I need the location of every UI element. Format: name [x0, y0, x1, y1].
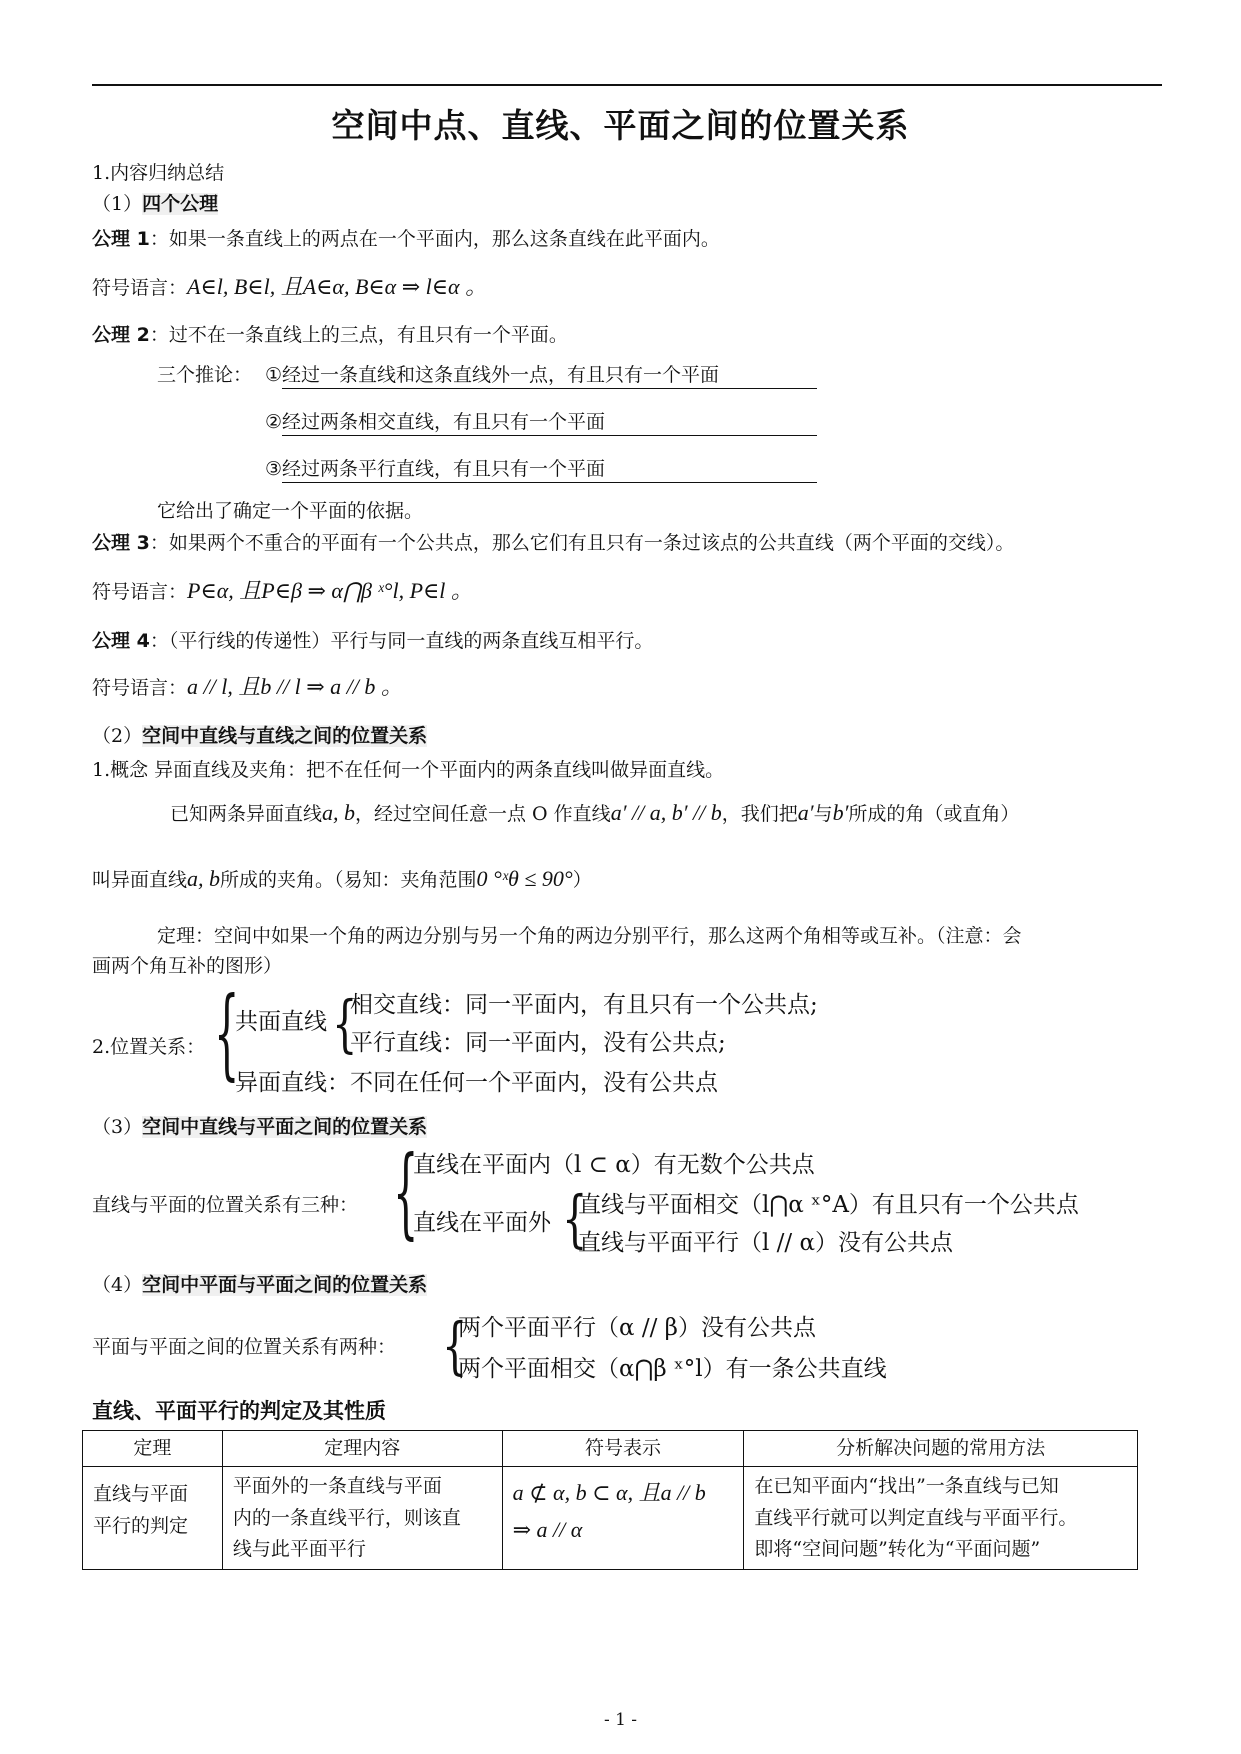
- skew-angle-range: 叫异面直线a, b所成的夹角。（易知：夹角范围0 °ˣθ ≤ 90°）: [92, 866, 592, 891]
- page-number: - 1 -: [603, 1710, 638, 1730]
- theorem-method-cell: 在已知平面内“找出”一条直线与已知 直线平行就可以判定直线与平面平行。 即将“空间问题”转化为“平面问题”: [744, 1467, 1138, 1570]
- left-brace: {: [562, 1184, 588, 1256]
- section-4-heading: （4）空间中平面与平面之间的位置关系: [92, 1274, 428, 1296]
- top-rule: [92, 84, 1162, 86]
- theorem-symbol-cell: a ⊄ α, b ⊂ α, 且a // b ⇒ a // α: [502, 1467, 744, 1570]
- corollary-1: ①经过一条直线和这条直线外一点，有且只有一个平面: [265, 360, 817, 389]
- corollary-label: 三个推论：: [157, 364, 253, 386]
- coplanar-lines: 共面直线: [235, 1009, 327, 1035]
- section-5-heading: 直线、平面平行的判定及其性质: [92, 1399, 386, 1423]
- intersecting-lines: 相交直线：同一平面内，有且只有一个公共点;: [350, 992, 818, 1018]
- corollary-3: ③经过两条平行直线，有且只有一个平面: [265, 454, 817, 483]
- section-3-heading: （3）空间中直线与平面之间的位置关系: [92, 1116, 428, 1138]
- section-2-heading: （2）空间中直线与直线之间的位置关系: [92, 725, 428, 747]
- axiom-4: 公理 4：（平行线的传递性）平行与同一直线的两条直线互相平行。: [92, 630, 654, 652]
- section-1-heading: （1）四个公理: [92, 193, 219, 215]
- line-plane-label: 直线与平面的位置关系有三种：: [92, 1194, 359, 1216]
- angle-theorem-line-1: 定理：空间中如果一个角的两边分别与另一个角的两边分别平行，那么这两个角相等或互补。（注意：会: [157, 925, 1022, 947]
- table-row: [83, 1467, 1138, 1570]
- axiom-3: 公理 3：如果两个不重合的平面有一个公共点，那么它们有且只有一条过该点的公共直线（两个平面的交线）。: [92, 532, 1015, 554]
- column-header: 定理: [83, 1431, 223, 1467]
- plane-basis-note: 它给出了确定一个平面的依据。: [157, 500, 424, 522]
- axiom-2: 公理 2：过不在一条直线上的三点，有且只有一个平面。: [92, 324, 568, 346]
- skew-lines: 异面直线：不同在任何一个平面内，没有公共点: [235, 1070, 718, 1096]
- axiom-4-symbolic: 符号语言：a // l, 且b // l ⇒ a // b 。: [92, 674, 403, 699]
- plane-plane-label: 平面与平面之间的位置关系有两种：: [92, 1336, 397, 1358]
- left-brace: {: [332, 989, 358, 1061]
- planes-intersect: 两个平面相交（α⋂β ˣ°l）有一条公共直线: [458, 1356, 887, 1382]
- corollary-2: ②经过两条相交直线，有且只有一个平面: [265, 407, 817, 436]
- left-brace: {: [442, 1311, 468, 1383]
- column-header: 定理内容: [222, 1431, 502, 1467]
- theorem-name-cell: 直线与平面 平行的判定: [83, 1467, 223, 1570]
- intro-heading: 1.内容归纳总结: [92, 162, 225, 184]
- angle-theorem-line-2: 画两个角互补的图形）: [92, 955, 283, 977]
- column-header: 符号表示: [502, 1431, 744, 1467]
- line-relations-label: 2.位置关系：: [92, 1036, 206, 1058]
- page-title: 空间中点、直线、平面之间的位置关系: [331, 106, 910, 145]
- skew-angle-definition: 已知两条异面直线a, b，经过空间任意一点 O 作直线a′ // a, b′ // b，我们把a′与b′所成的角（或直角）: [170, 800, 1020, 825]
- planes-parallel: 两个平面平行（α // β）没有公共点: [458, 1315, 816, 1341]
- line-intersects-plane: 直线与平面相交（l⋂α ˣ°A）有且只有一个公共点: [578, 1192, 1079, 1218]
- theorem-content-cell: 平面外的一条直线与平面 内的一条直线平行，则该直 线与此平面平行: [222, 1467, 502, 1570]
- line-outside-plane: 直线在平面外: [413, 1210, 551, 1236]
- line-parallel-plane: 直线与平面平行（l // α）没有公共点: [578, 1230, 954, 1256]
- table-header-row: [83, 1431, 1138, 1467]
- column-header: 分析解决问题的常用方法: [744, 1431, 1138, 1467]
- theorem-table: [82, 1430, 1138, 1570]
- left-brace: {: [393, 1138, 419, 1251]
- axiom-3-symbolic: 符号语言：P∈α, 且P∈β ⇒ α⋂β ˣ°l, P∈l 。: [92, 578, 473, 603]
- line-in-plane: 直线在平面内（l ⊂ α）有无数个公共点: [413, 1152, 815, 1178]
- skew-lines-concept: 1.概念 异面直线及夹角：把不在任何一个平面内的两条直线叫做异面直线。: [92, 759, 725, 781]
- left-brace: {: [214, 979, 240, 1092]
- parallel-lines: 平行直线：同一平面内，没有公共点;: [350, 1030, 726, 1056]
- axiom-1-symbolic: 符号语言：A∈l, B∈l, 且A∈α, B∈α ⇒ l∈α 。: [92, 274, 488, 299]
- axiom-1: 公理 1：如果一条直线上的两点在一个平面内，那么这条直线在此平面内。: [92, 228, 720, 250]
